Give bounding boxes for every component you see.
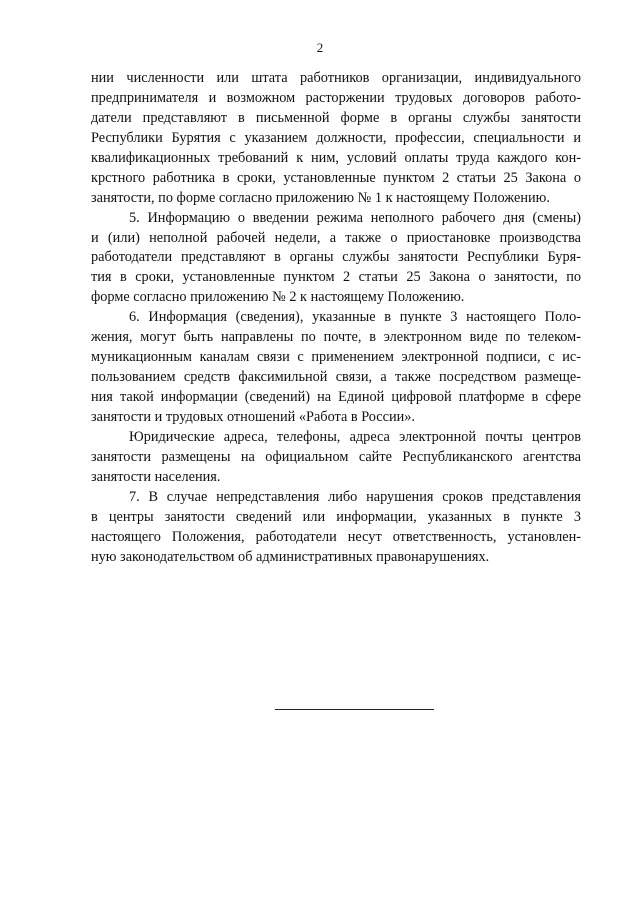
paragraph-item-6	[91, 308, 581, 428]
text-line: Республики Бурятия с указанием должности, профессии, специальности и	[91, 129, 581, 146]
text-line: нии численности или штата работников организации, индивидуального	[91, 70, 581, 86]
text-line: в центры занятости сведений или информации, указанных в пункте 3	[91, 508, 581, 525]
text-line: настоящего Положения, работодатели несут ответственность, установлен-	[91, 528, 581, 545]
text-line: тия в сроки, установленные пунктом 2 статьи 25 Закона о занятости, по	[91, 269, 581, 286]
text-line: 7. В случае непредставления либо нарушения сроков представления	[129, 488, 581, 505]
page-number: 2	[316, 40, 324, 55]
text-line: занятости размещены на официальном сайте Республиканского агентства	[91, 448, 581, 465]
text-line: занятости, по форме согласно приложению № 1 к настоящему Положению.	[91, 189, 550, 206]
text-line: крстного работника в сроки, установленные пунктом 2 статьи 25 Закона о	[91, 169, 581, 186]
text-line: муникационным каналам связи с применением электронной подписи, с ис-	[91, 349, 581, 366]
text-line: датели представляют в письменной форме в органы службы занятости	[91, 109, 581, 126]
paragraph-item-7	[91, 488, 581, 568]
text-line: и (или) неполной рабочей недели, а также о приостановке производства	[91, 229, 581, 246]
text-line: 5. Информацию о введении режима неполного рабочего дня (смены)	[129, 209, 581, 226]
text-line: занятости населения.	[91, 468, 221, 485]
text-line: занятости и трудовых отношений «Работа в России».	[91, 408, 416, 425]
body-text	[91, 69, 581, 567]
text-line: квалификационных требований к ним, условий оплаты труда каждого кон-	[91, 149, 581, 166]
text-line: форме согласно приложению № 2 к настоящему Положению.	[91, 289, 465, 306]
text-line: жения, могут быть направлены по почте, в электронном виде по телеком-	[91, 329, 581, 346]
paragraph-addresses	[91, 428, 581, 488]
text-line: предпринимателя и возможном расторжении трудовых договоров работо-	[91, 89, 581, 106]
text-line: 6. Информация (сведения), указанные в пункте 3 настоящего Поло-	[129, 309, 581, 326]
text-line: Юридические адреса, телефоны, адреса электронной почты центров	[129, 428, 581, 445]
text-line: работодатели представляют в органы службы занятости Республики Буря-	[91, 249, 581, 266]
text-line: пользованием средств факсимильной связи, а также посредством размеще-	[91, 369, 581, 386]
text-line: ную законодательством об административных правонарушениях.	[91, 548, 490, 565]
paragraph-item-5	[91, 209, 581, 309]
end-of-document-rule	[275, 709, 434, 710]
text-line: ния такой информации (сведений) на Единой цифровой платформе в сфере	[91, 389, 581, 405]
paragraph-continuation	[91, 69, 581, 209]
